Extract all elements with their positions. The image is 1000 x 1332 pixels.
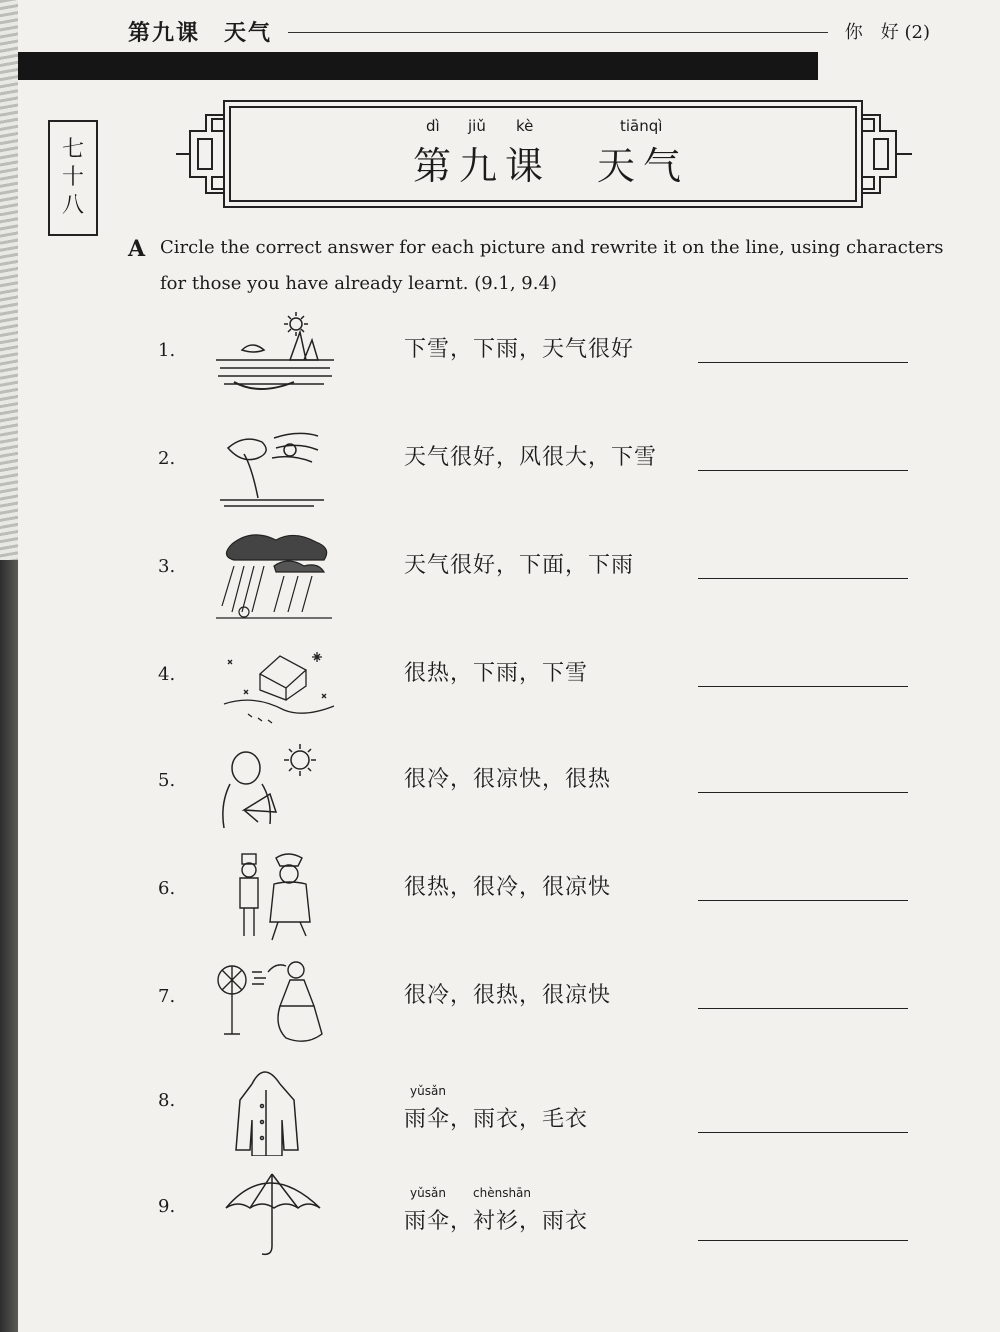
- answer-line[interactable]: [698, 578, 908, 579]
- answer-choices[interactable]: 很热，很冷，很凉快: [404, 875, 612, 900]
- answer-choices[interactable]: 下雪，下雨，天气很好: [404, 337, 635, 362]
- header-bar: [18, 52, 818, 80]
- answer-choices[interactable]: 雨伞，雨衣，毛衣: [404, 1107, 589, 1132]
- item-number: 4.: [158, 664, 176, 685]
- title-pinyin: tiānqì: [620, 117, 663, 135]
- answer-line[interactable]: [698, 792, 908, 793]
- item-number: 9.: [158, 1196, 176, 1217]
- exercise-item: [18, 956, 1000, 1056]
- answer-choices[interactable]: 很热，下雨，下雪: [404, 661, 589, 686]
- exercise-item: [18, 634, 1000, 734]
- page-number-char: 七: [61, 137, 84, 162]
- item-number: 1.: [158, 340, 176, 361]
- sunny-lake-icon: [214, 310, 338, 406]
- answer-line[interactable]: [698, 1132, 908, 1133]
- answer-choices[interactable]: 天气很好，风很大，下雪: [404, 445, 658, 470]
- item-number: 5.: [158, 770, 176, 791]
- cold-people-icon: [214, 848, 338, 944]
- answer-line[interactable]: [698, 1240, 908, 1241]
- answer-choices[interactable]: 很冷，很凉快，很热: [404, 767, 612, 792]
- header-rule: [288, 32, 828, 33]
- lesson-header: 第九课 天气: [128, 20, 273, 46]
- page-number-char: 十: [61, 165, 84, 190]
- answer-line[interactable]: [698, 686, 908, 687]
- workbook-page: [18, 0, 1000, 1332]
- section-letter: A: [128, 236, 146, 262]
- book-title: 你 好 (2): [844, 22, 930, 43]
- item-number: 3.: [158, 556, 176, 577]
- rain-cloud-icon: [214, 526, 338, 622]
- item-number: 2.: [158, 448, 176, 469]
- answer-choices[interactable]: 雨伞，衬衫，雨衣: [404, 1209, 589, 1234]
- page-number-char: 八: [61, 193, 84, 218]
- item-number: 7.: [158, 986, 176, 1007]
- item-number: 8.: [158, 1090, 176, 1111]
- snow-house-icon: [214, 634, 338, 730]
- cool-fan-girl-icon: [214, 956, 338, 1052]
- windy-storm-icon: [214, 418, 338, 514]
- exercise-item: [18, 848, 1000, 948]
- answer-line[interactable]: [698, 1008, 908, 1009]
- answer-choices[interactable]: 天气很好，下面，下雨: [404, 553, 635, 578]
- answer-choices[interactable]: 很冷，很热，很凉快: [404, 983, 612, 1008]
- choice-pinyin: yǔsǎn: [410, 1084, 446, 1098]
- page-number-tab: [48, 120, 98, 236]
- book-spine-shadow: [0, 560, 18, 1332]
- exercise-item: [18, 310, 1000, 410]
- exercise-item: [18, 1166, 1000, 1266]
- answer-line[interactable]: [698, 470, 908, 471]
- exercise-item: [18, 740, 1000, 840]
- umbrella-icon: [214, 1166, 338, 1262]
- answer-line[interactable]: [698, 900, 908, 901]
- exercise-item: [18, 1060, 1000, 1160]
- instruction-text: Circle the correct answer for each picture and rewrite it on the line, using characters for those you have already learnt. (9.1, 9.4): [160, 237, 944, 294]
- title-pinyin: dì: [426, 117, 440, 135]
- answer-line[interactable]: [698, 362, 908, 363]
- title-pinyin: jiǔ: [468, 117, 486, 135]
- raincoat-icon: [214, 1060, 338, 1156]
- exercise-item: [18, 526, 1000, 626]
- exercise-item: [18, 418, 1000, 518]
- lesson-title: 第九课 天气: [413, 144, 690, 188]
- hot-man-fan-icon: [214, 740, 338, 836]
- item-number: 6.: [158, 878, 176, 899]
- title-pinyin: kè: [516, 117, 534, 135]
- choice-pinyin: chènshān: [473, 1186, 532, 1200]
- choice-pinyin: yǔsǎn: [410, 1186, 446, 1200]
- title-frame: [168, 95, 918, 213]
